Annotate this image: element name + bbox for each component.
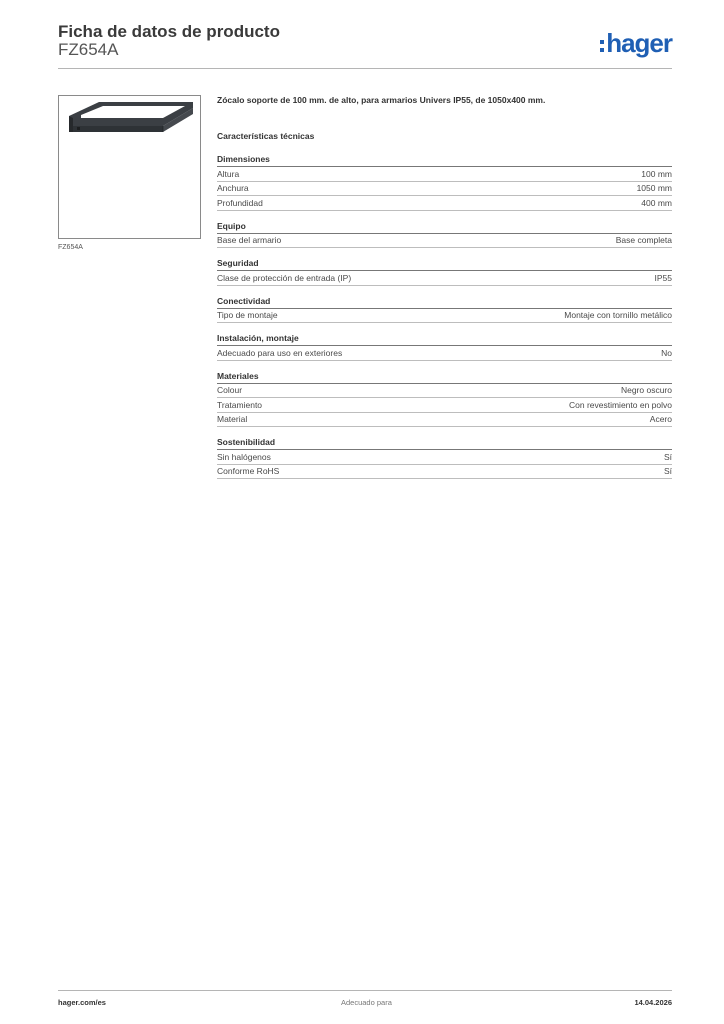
product-plinth-image bbox=[59, 96, 200, 238]
spec-label: Conforme RoHS bbox=[217, 466, 280, 477]
spec-label: Profundidad bbox=[217, 197, 263, 208]
document-title: Ficha de datos de producto bbox=[58, 22, 280, 41]
spec-value: Base completa bbox=[615, 235, 672, 246]
section-title: Instalación, montaje bbox=[217, 332, 672, 346]
logo-text: hager bbox=[606, 28, 672, 58]
logo-dots-icon bbox=[600, 40, 604, 52]
spec-label: Tipo de montaje bbox=[217, 310, 278, 321]
spec-value: 100 mm bbox=[641, 168, 672, 179]
footer-website-link[interactable]: hager.com/es bbox=[58, 998, 106, 1007]
section-title: Materiales bbox=[217, 370, 672, 384]
product-details bbox=[217, 94, 672, 479]
product-image bbox=[58, 95, 201, 239]
spec-label: Adecuado para uso en exteriores bbox=[217, 347, 343, 358]
document-footer bbox=[58, 998, 672, 1010]
section-title: Equipo bbox=[217, 220, 672, 234]
section-title: Dimensiones bbox=[217, 153, 672, 167]
document-header bbox=[58, 20, 672, 70]
hager-logo bbox=[600, 28, 672, 58]
spec-row bbox=[217, 167, 672, 182]
section-title: Seguridad bbox=[217, 257, 672, 271]
spec-row bbox=[217, 182, 672, 197]
spec-value: Sí bbox=[663, 451, 672, 462]
spec-value: Acero bbox=[649, 414, 672, 425]
spec-value: Sí bbox=[663, 466, 672, 477]
section-equipment bbox=[217, 220, 672, 249]
spec-value: IP55 bbox=[654, 272, 672, 283]
spec-label: Base del armario bbox=[217, 235, 282, 246]
footer-date: 14.04.2026 bbox=[634, 998, 672, 1007]
section-safety bbox=[217, 257, 672, 286]
spec-row bbox=[217, 465, 672, 480]
section-dimensions bbox=[217, 153, 672, 211]
section-materials bbox=[217, 370, 672, 428]
spec-value: Negro oscuro bbox=[620, 385, 672, 396]
spec-label: Clase de protección de entrada (IP) bbox=[217, 272, 352, 283]
technical-characteristics-title: Características técnicas bbox=[217, 131, 315, 141]
spec-label: Tratamiento bbox=[217, 399, 263, 410]
spec-row bbox=[217, 196, 672, 211]
spec-value: Con revestimiento en polvo bbox=[568, 399, 672, 410]
spec-label: Colour bbox=[217, 385, 243, 396]
spec-row bbox=[217, 309, 672, 324]
spec-label: Anchura bbox=[217, 183, 249, 194]
spec-label: Sin halógenos bbox=[217, 451, 271, 462]
spec-value: 1050 mm bbox=[636, 183, 672, 194]
product-description: Zócalo soporte de 100 mm. de alto, para armarios Univers IP55, de 1050x400 mm. bbox=[217, 95, 546, 105]
section-title: Sostenibilidad bbox=[217, 436, 672, 450]
product-code: FZ654A bbox=[58, 40, 119, 59]
spec-row bbox=[217, 346, 672, 361]
spec-row bbox=[217, 413, 672, 428]
section-sustainability bbox=[217, 436, 672, 479]
spec-label: Altura bbox=[217, 168, 240, 179]
spec-row bbox=[217, 450, 672, 465]
image-caption: FZ654A bbox=[58, 244, 83, 251]
section-installation bbox=[217, 332, 672, 361]
footer-note: Adecuado para bbox=[341, 998, 392, 1007]
header-divider bbox=[58, 68, 672, 69]
footer-divider bbox=[58, 990, 672, 991]
spec-value: Montaje con tornillo metálico bbox=[564, 310, 672, 321]
spec-row bbox=[217, 271, 672, 286]
spec-row bbox=[217, 398, 672, 413]
section-connectivity bbox=[217, 295, 672, 324]
spec-label: Material bbox=[217, 414, 248, 425]
spec-value: No bbox=[661, 347, 672, 358]
spec-value: 400 mm bbox=[641, 197, 672, 208]
spec-row bbox=[217, 384, 672, 399]
section-title: Conectividad bbox=[217, 295, 672, 309]
spec-row bbox=[217, 234, 672, 249]
